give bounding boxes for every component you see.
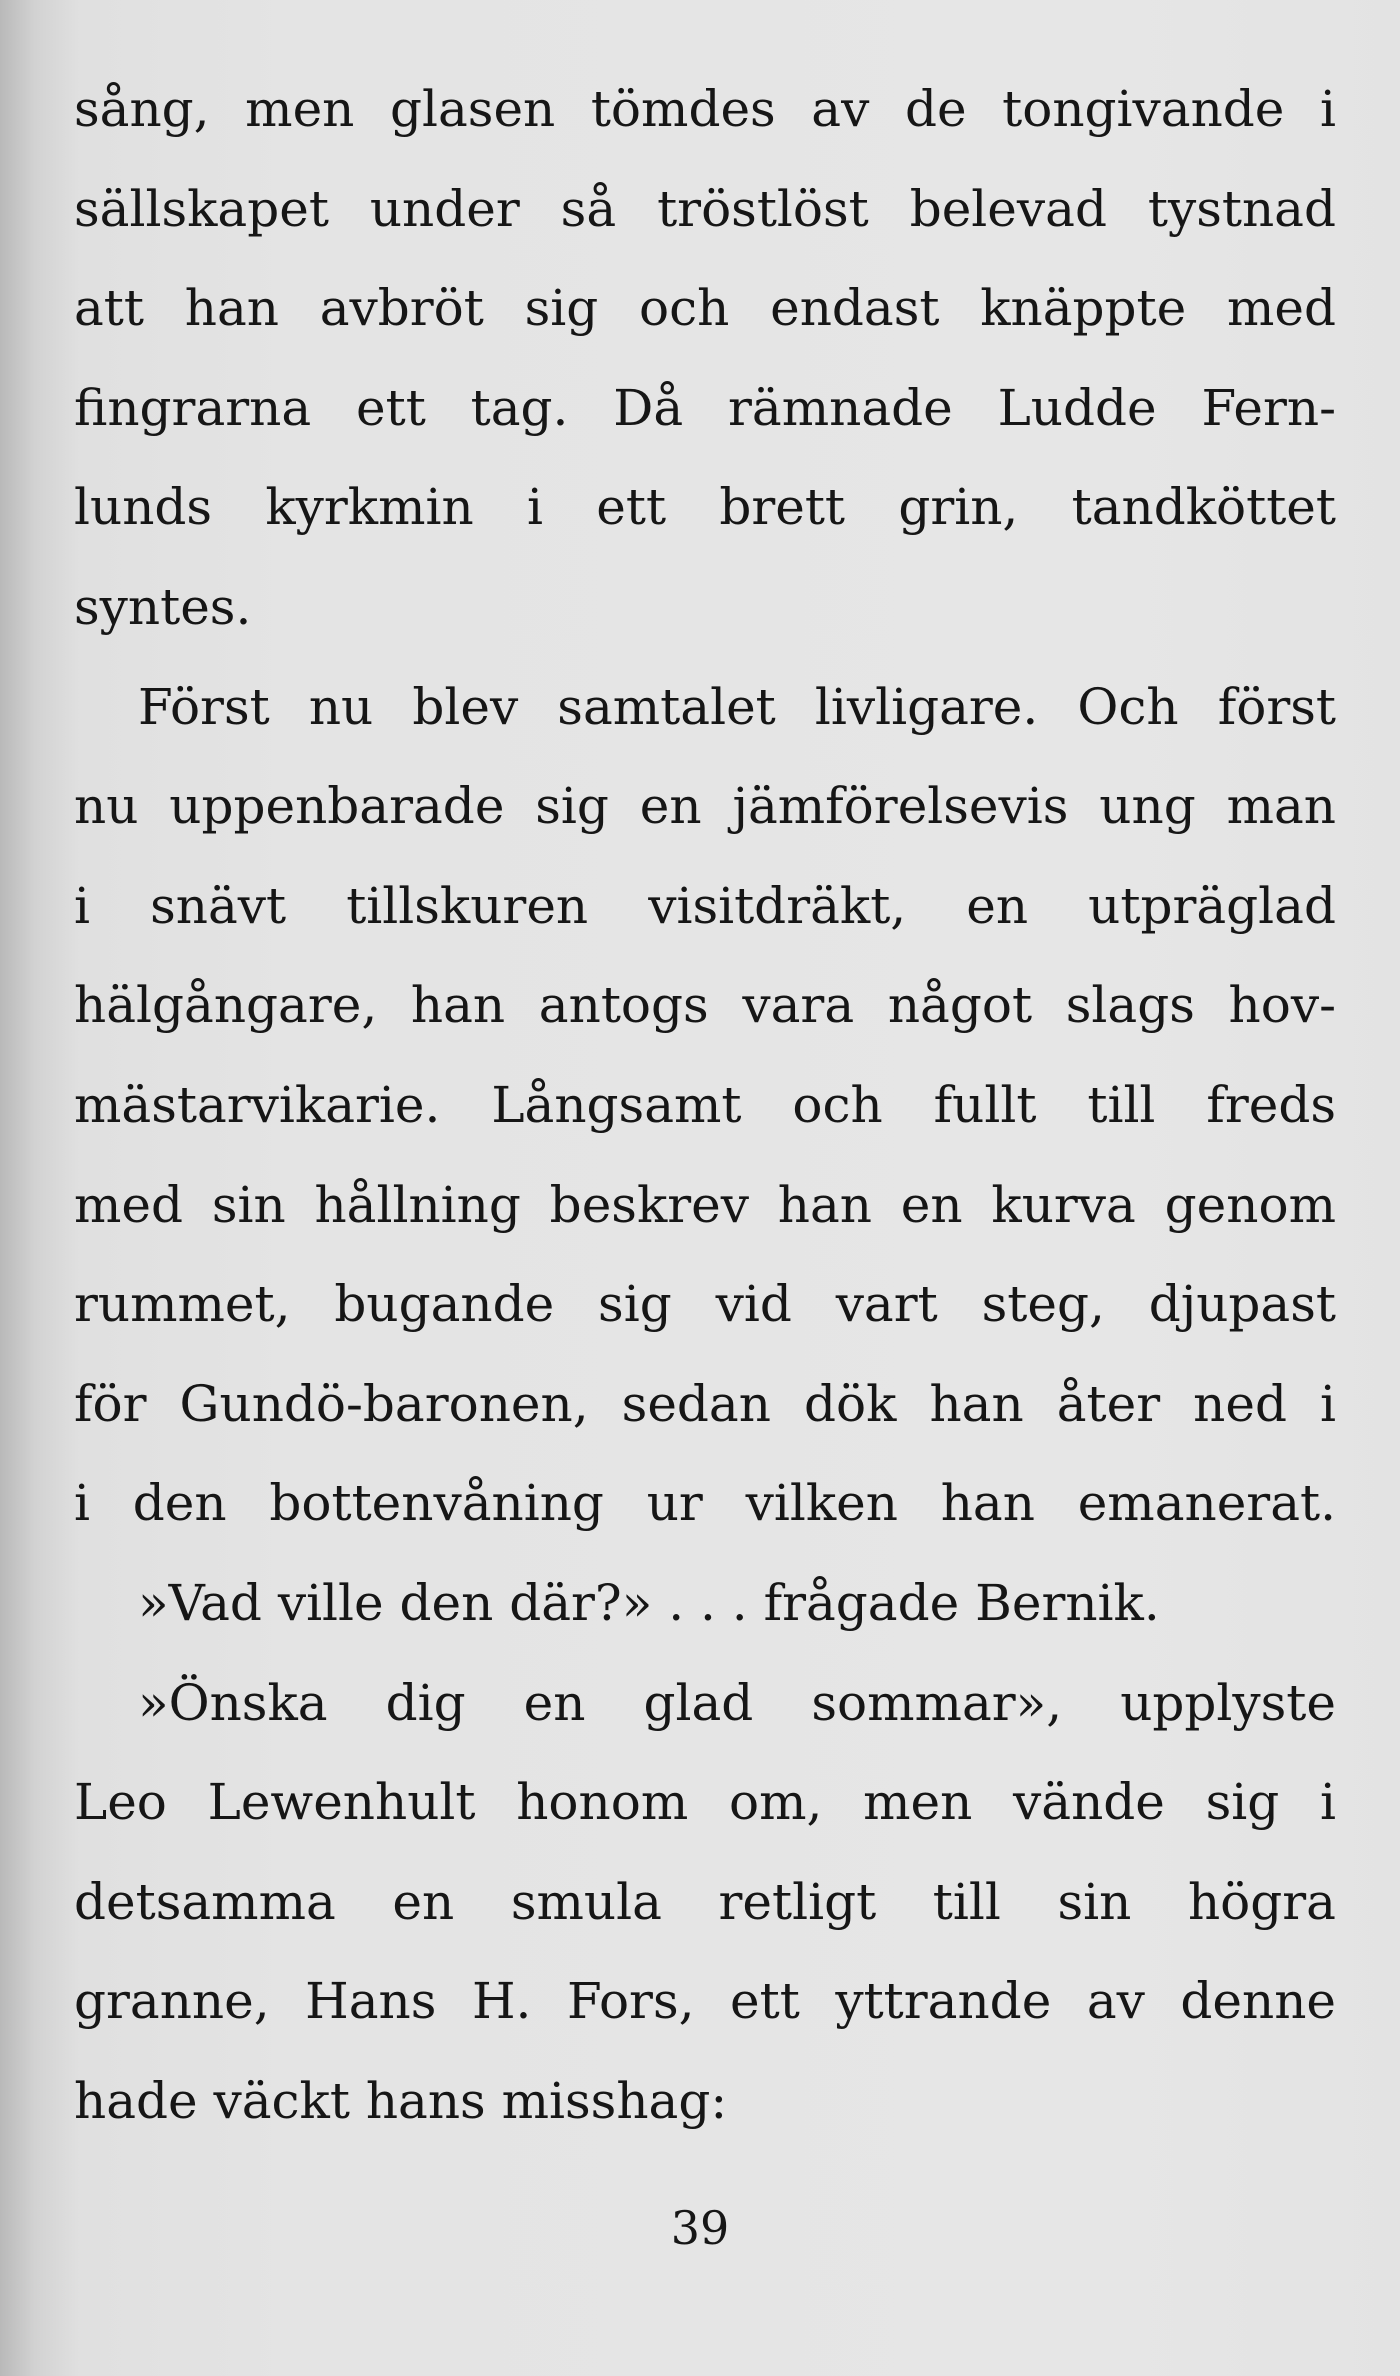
text-line: mästarvikarie. Långsamt och fullt till freds	[74, 1075, 1336, 1134]
text-line: detsamma en smula retligt till sin högra	[74, 1872, 1336, 1931]
text-line: granne, Hans H. Fors, ett yttrande av denne	[74, 1972, 1336, 2031]
text-line: i snävt tillskuren visitdräkt, en utpräglad	[74, 876, 1336, 935]
text-line: med sin hållning beskrev han en kurva genom	[74, 1175, 1336, 1234]
text-line: rummet, bugande sig vid vart steg, djupast	[74, 1275, 1336, 1334]
page-number: 39	[670, 2201, 730, 2255]
text-line: nu uppenbarade sig en jämförelsevis ung man	[74, 777, 1336, 836]
text-line: hälgångare, han antogs vara något slags hov-	[74, 976, 1336, 1035]
text-line: att han avbröt sig och endast knäppte med	[74, 279, 1336, 338]
text-line: sång, men glasen tömdes av de tongivande i	[74, 80, 1336, 138]
text-line: sällskapet under så tröstlöst belevad tystnad	[74, 179, 1336, 238]
text-line: Leo Lewenhult honom om, men vände sig i	[74, 1773, 1336, 1832]
text-line: hade väckt hans misshag:	[74, 2071, 728, 2130]
body-text	[74, 60, 1336, 2151]
text-line: Först nu blev samtalet livligare. Och först	[138, 677, 1336, 736]
text-line: i den bottenvåning ur vilken han emanerat.	[74, 1474, 1336, 1533]
text-line: »Vad ville den där?» . . . frågade Bernik.	[138, 1573, 1160, 1632]
text-line: fingrarna ett tag. Då rämnade Ludde Fern-	[74, 378, 1336, 437]
text-line: »Önska dig en glad sommar», upplyste	[138, 1673, 1336, 1732]
text-line: för Gundö-baronen, sedan dök han åter ned i	[74, 1374, 1336, 1433]
text-line: lunds kyrkmin i ett brett grin, tandköttet	[74, 478, 1336, 537]
text-line: syntes.	[74, 577, 252, 636]
